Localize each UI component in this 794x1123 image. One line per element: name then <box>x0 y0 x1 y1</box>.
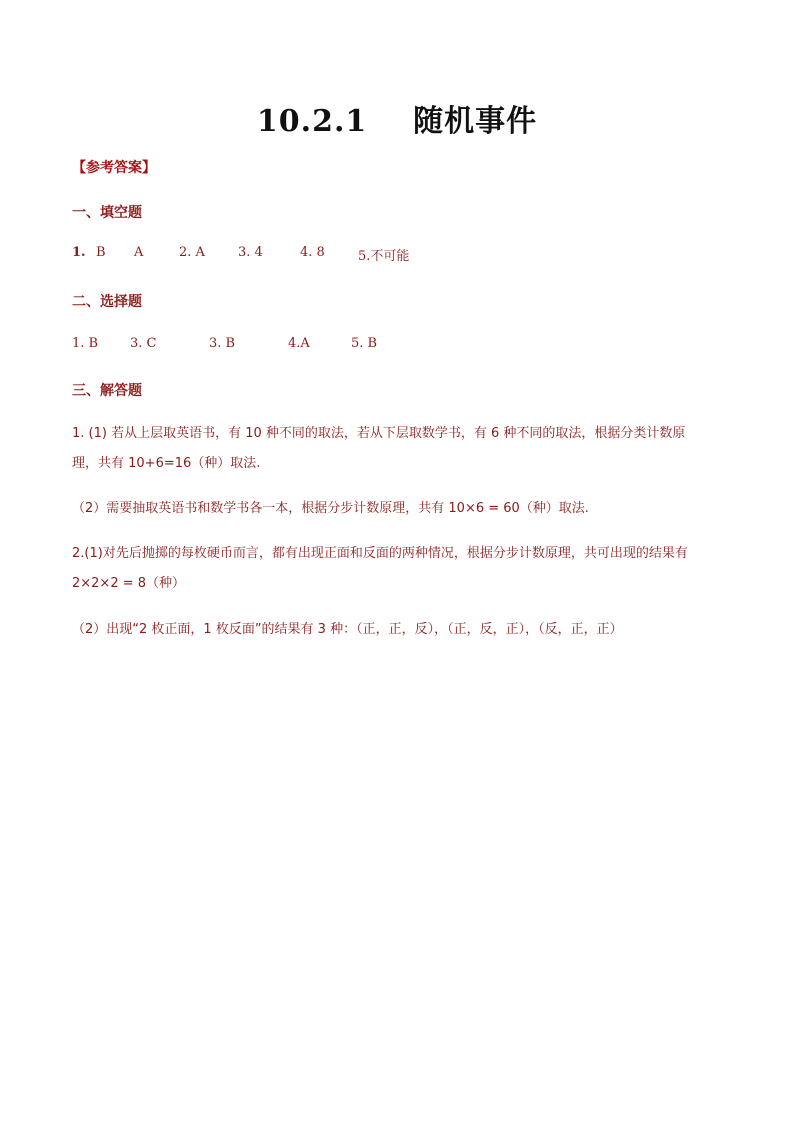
fill-answer-3: 3. 4 <box>238 245 263 260</box>
solution-q1-part1-line1: 1. (1) 若从上层取英语书，有 10 种不同的取法，若从下层取数学书，有 6 种不同的取法，根据分类计数原 <box>72 426 686 441</box>
fill-answer-1b: A <box>134 245 144 260</box>
multiple-choice-heading: 二、选择题 <box>72 294 142 310</box>
answer-key-label: 【参考答案】 <box>72 160 156 176</box>
fill-answer-1-number: 1. <box>72 245 86 260</box>
solution-q1-part2-line: （2）需要抽取英语书和数学书各一本，根据分步计数原理，共有 10×6 = 60（种）取法. <box>72 501 589 516</box>
fill-answer-5: 5.不可能 <box>358 249 410 264</box>
solution-heading: 三、解答题 <box>72 383 142 399</box>
fill-answer-2: 2. A <box>179 245 205 260</box>
solution-q2-part1-line1: 2.(1)对先后抛掷的每枚硬币而言，都有出现正面和反面的两种情况，根据分步计数原理，共可出现的结果有 <box>72 546 688 561</box>
solution-q2-part2 <box>72 621 732 651</box>
solution-q1-part1 <box>72 425 732 485</box>
choice-answer-3: 3. B <box>209 336 236 351</box>
choice-answer-1: 1. B <box>72 336 99 351</box>
fill-blank-heading: 一、填空题 <box>72 205 142 221</box>
solution-q1-part2 <box>72 500 732 530</box>
fill-answer-1a: B <box>96 245 106 260</box>
solution-q2-part1 <box>72 545 732 605</box>
fill-answer-4: 4. 8 <box>300 245 325 260</box>
choice-answer-2: 3. C <box>130 336 157 351</box>
choice-answer-4: 4.A <box>288 336 310 351</box>
solution-q2-part2-line: （2）出现“2 枚正面，1 枚反面”的结果有 3 种：（正，正，反），（正，反，正），（反，正，正） <box>72 622 623 637</box>
page-title: 10.2.1 随机事件 <box>256 104 538 139</box>
solution-q1-part1-line2: 理，共有 10+6=16（种）取法. <box>72 456 261 471</box>
choice-answer-5: 5. B <box>351 336 378 351</box>
solution-q2-part1-line2: 2×2×2 = 8（种） <box>72 576 186 591</box>
